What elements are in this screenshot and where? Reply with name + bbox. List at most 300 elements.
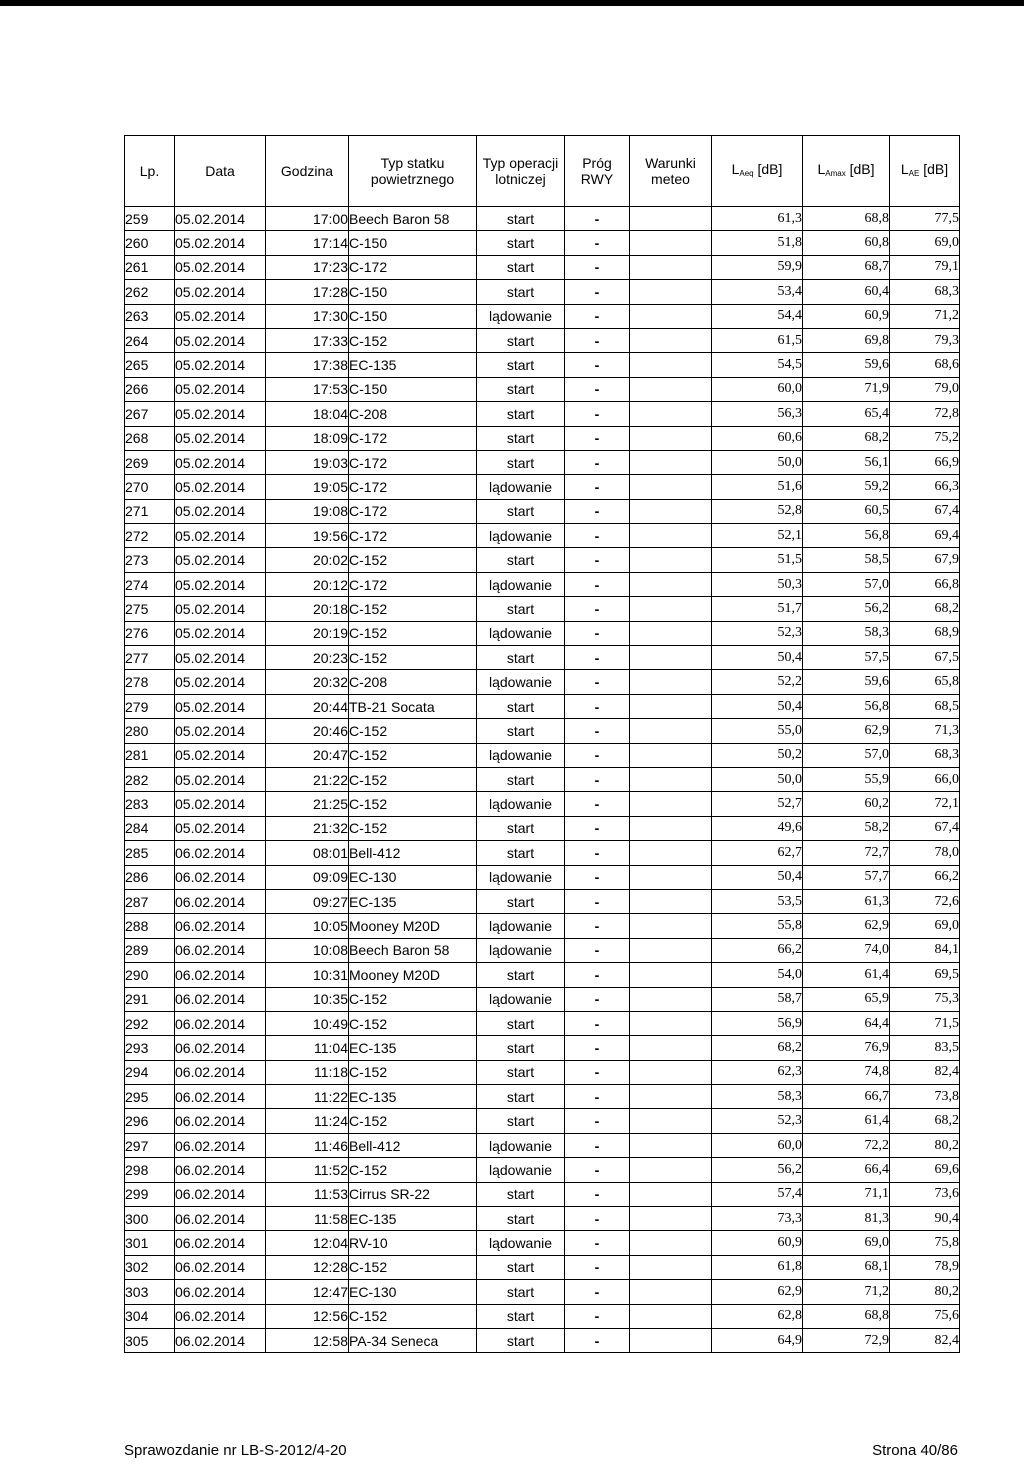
cell-operation-type: start (477, 694, 565, 718)
cell-date: 06.02.2014 (175, 963, 266, 987)
cell-lae: 67,9 (890, 548, 960, 572)
cell-weather (630, 1060, 712, 1084)
cell-lp: 275 (125, 597, 175, 621)
cell-time: 11:24 (266, 1109, 349, 1133)
cell-laeq: 59,9 (712, 255, 803, 279)
cell-lp: 298 (125, 1158, 175, 1182)
table-row (125, 1280, 960, 1304)
cell-lae: 72,8 (890, 402, 960, 426)
cell-time: 11:46 (266, 1133, 349, 1157)
cell-aircraft-type: Cirrus SR-22 (349, 1182, 477, 1206)
cell-date: 05.02.2014 (175, 719, 266, 743)
cell-lp: 272 (125, 524, 175, 548)
table-row (125, 841, 960, 865)
cell-lamax: 60,8 (803, 231, 890, 255)
cell-time: 17:00 (266, 207, 349, 231)
cell-operation-type: start (477, 450, 565, 474)
cell-runway-threshold: - (565, 743, 630, 767)
cell-date: 06.02.2014 (175, 1304, 266, 1328)
cell-lp: 286 (125, 865, 175, 889)
cell-operation-type: start (477, 1060, 565, 1084)
cell-operation-type: start (477, 1109, 565, 1133)
cell-laeq: 58,3 (712, 1085, 803, 1109)
cell-lp: 267 (125, 402, 175, 426)
cell-date: 05.02.2014 (175, 621, 266, 645)
cell-date: 05.02.2014 (175, 524, 266, 548)
cell-runway-threshold: - (565, 1231, 630, 1255)
cell-lamax: 68,7 (803, 255, 890, 279)
cell-time: 11:22 (266, 1085, 349, 1109)
cell-lamax: 55,9 (803, 767, 890, 791)
cell-lamax: 66,4 (803, 1158, 890, 1182)
cell-date: 05.02.2014 (175, 475, 266, 499)
cell-operation-type: lądowanie (477, 572, 565, 596)
cell-lae: 66,9 (890, 450, 960, 474)
cell-operation-type: start (477, 231, 565, 255)
table-row (125, 694, 960, 718)
cell-time: 09:27 (266, 889, 349, 913)
cell-lp: 265 (125, 353, 175, 377)
cell-weather (630, 938, 712, 962)
cell-lae: 75,2 (890, 426, 960, 450)
cell-runway-threshold: - (565, 548, 630, 572)
cell-weather (630, 987, 712, 1011)
cell-aircraft-type: C-152 (349, 1304, 477, 1328)
cell-operation-type: start (477, 280, 565, 304)
cell-time: 17:33 (266, 328, 349, 352)
cell-lamax: 60,4 (803, 280, 890, 304)
cell-aircraft-type: C-172 (349, 475, 477, 499)
cell-lae: 69,0 (890, 914, 960, 938)
cell-aircraft-type: EC-135 (349, 1085, 477, 1109)
table-row (125, 377, 960, 401)
cell-runway-threshold: - (565, 1304, 630, 1328)
cell-operation-type: start (477, 767, 565, 791)
cell-operation-type: start (477, 1304, 565, 1328)
cell-lae: 68,2 (890, 1109, 960, 1133)
cell-lamax: 61,3 (803, 889, 890, 913)
cell-laeq: 64,9 (712, 1328, 803, 1352)
cell-time: 17:38 (266, 353, 349, 377)
cell-time: 12:47 (266, 1280, 349, 1304)
cell-lae: 79,3 (890, 328, 960, 352)
cell-lae: 83,5 (890, 1036, 960, 1060)
cell-operation-type: start (477, 1328, 565, 1352)
cell-runway-threshold: - (565, 1207, 630, 1231)
cell-lp: 264 (125, 328, 175, 352)
cell-runway-threshold: - (565, 914, 630, 938)
table-row (125, 621, 960, 645)
header-lp: Lp. (125, 136, 175, 207)
cell-lp: 282 (125, 767, 175, 791)
cell-laeq: 55,8 (712, 914, 803, 938)
cell-operation-type: lądowanie (477, 475, 565, 499)
cell-lamax: 71,2 (803, 1280, 890, 1304)
cell-aircraft-type: C-208 (349, 402, 477, 426)
cell-weather (630, 402, 712, 426)
cell-lae: 66,0 (890, 767, 960, 791)
header-laeq-unit: [dB] (753, 160, 783, 177)
cell-lp: 259 (125, 207, 175, 231)
table-row (125, 328, 960, 352)
cell-lae: 72,1 (890, 792, 960, 816)
table-row (125, 1133, 960, 1157)
cell-runway-threshold: - (565, 963, 630, 987)
cell-lamax: 69,8 (803, 328, 890, 352)
table-row (125, 597, 960, 621)
cell-runway-threshold: - (565, 1011, 630, 1035)
cell-weather (630, 1255, 712, 1279)
table-row (125, 450, 960, 474)
cell-weather (630, 1133, 712, 1157)
cell-lae: 84,1 (890, 938, 960, 962)
cell-operation-type: start (477, 548, 565, 572)
table-row (125, 1182, 960, 1206)
cell-laeq: 52,8 (712, 499, 803, 523)
cell-weather (630, 304, 712, 328)
cell-lp: 269 (125, 450, 175, 474)
table-row (125, 499, 960, 523)
cell-laeq: 56,2 (712, 1158, 803, 1182)
cell-lae: 73,6 (890, 1182, 960, 1206)
cell-aircraft-type: C-152 (349, 1255, 477, 1279)
cell-lamax: 69,0 (803, 1231, 890, 1255)
cell-lamax: 58,3 (803, 621, 890, 645)
cell-lae: 79,0 (890, 377, 960, 401)
cell-weather (630, 1109, 712, 1133)
cell-lamax: 66,7 (803, 1085, 890, 1109)
cell-weather (630, 524, 712, 548)
cell-laeq: 73,3 (712, 1207, 803, 1231)
cell-aircraft-type: C-152 (349, 1011, 477, 1035)
cell-weather (630, 865, 712, 889)
table-row (125, 719, 960, 743)
cell-time: 10:31 (266, 963, 349, 987)
cell-runway-threshold: - (565, 353, 630, 377)
cell-date: 05.02.2014 (175, 353, 266, 377)
cell-date: 05.02.2014 (175, 767, 266, 791)
cell-laeq: 54,4 (712, 304, 803, 328)
cell-aircraft-type: C-152 (349, 597, 477, 621)
cell-weather (630, 231, 712, 255)
cell-date: 05.02.2014 (175, 670, 266, 694)
cell-operation-type: lądowanie (477, 524, 565, 548)
footer-report-number: Sprawozdanie nr LB-S-2012/4-20 (124, 1442, 347, 1459)
cell-laeq: 62,3 (712, 1060, 803, 1084)
cell-weather (630, 646, 712, 670)
cell-laeq: 50,4 (712, 694, 803, 718)
cell-weather (630, 1011, 712, 1035)
cell-date: 05.02.2014 (175, 426, 266, 450)
cell-operation-type: lądowanie (477, 304, 565, 328)
cell-lamax: 60,2 (803, 792, 890, 816)
header-laeq-main: L (731, 160, 740, 177)
cell-lp: 270 (125, 475, 175, 499)
table-row (125, 280, 960, 304)
cell-laeq: 62,9 (712, 1280, 803, 1304)
cell-date: 05.02.2014 (175, 694, 266, 718)
cell-lp: 293 (125, 1036, 175, 1060)
cell-runway-threshold: - (565, 670, 630, 694)
cell-time: 11:18 (266, 1060, 349, 1084)
cell-lamax: 71,9 (803, 377, 890, 401)
cell-date: 06.02.2014 (175, 1231, 266, 1255)
table-row (125, 402, 960, 426)
table-row (125, 353, 960, 377)
cell-runway-threshold: - (565, 865, 630, 889)
cell-runway-threshold: - (565, 1133, 630, 1157)
cell-weather (630, 572, 712, 596)
cell-weather (630, 694, 712, 718)
cell-operation-type: start (477, 255, 565, 279)
cell-weather (630, 1182, 712, 1206)
cell-operation-type: lądowanie (477, 987, 565, 1011)
table-row (125, 1231, 960, 1255)
cell-aircraft-type: PA-34 Seneca (349, 1328, 477, 1352)
cell-weather (630, 207, 712, 231)
cell-lae: 69,0 (890, 231, 960, 255)
cell-lp: 303 (125, 1280, 175, 1304)
cell-laeq: 60,6 (712, 426, 803, 450)
cell-aircraft-type: EC-130 (349, 1280, 477, 1304)
cell-lae: 68,9 (890, 621, 960, 645)
cell-runway-threshold: - (565, 1085, 630, 1109)
cell-weather (630, 1328, 712, 1352)
cell-aircraft-type: C-150 (349, 304, 477, 328)
cell-time: 21:25 (266, 792, 349, 816)
cell-laeq: 51,5 (712, 548, 803, 572)
cell-aircraft-type: EC-135 (349, 889, 477, 913)
table-row (125, 1255, 960, 1279)
cell-lamax: 59,6 (803, 670, 890, 694)
table-row (125, 987, 960, 1011)
cell-runway-threshold: - (565, 1280, 630, 1304)
table-row (125, 743, 960, 767)
cell-time: 18:04 (266, 402, 349, 426)
cell-runway-threshold: - (565, 1328, 630, 1352)
cell-lp: 277 (125, 646, 175, 670)
cell-aircraft-type: C-152 (349, 621, 477, 645)
cell-aircraft-type: C-172 (349, 524, 477, 548)
table-row (125, 426, 960, 450)
header-prog: Próg RWY (565, 136, 630, 207)
cell-aircraft-type: Bell-412 (349, 1133, 477, 1157)
cell-laeq: 54,0 (712, 963, 803, 987)
cell-lp: 279 (125, 694, 175, 718)
header-lamax (803, 136, 890, 207)
cell-weather (630, 597, 712, 621)
cell-date: 06.02.2014 (175, 914, 266, 938)
cell-aircraft-type: C-172 (349, 255, 477, 279)
table-row (125, 646, 960, 670)
cell-laeq: 68,2 (712, 1036, 803, 1060)
cell-operation-type: start (477, 816, 565, 840)
cell-date: 06.02.2014 (175, 1207, 266, 1231)
cell-lamax: 57,5 (803, 646, 890, 670)
cell-time: 11:53 (266, 1182, 349, 1206)
cell-weather (630, 353, 712, 377)
cell-lae: 66,3 (890, 475, 960, 499)
cell-aircraft-type: C-152 (349, 792, 477, 816)
table-row (125, 1036, 960, 1060)
table-row (125, 865, 960, 889)
cell-time: 17:30 (266, 304, 349, 328)
header-lae-main: L (900, 160, 909, 177)
cell-date: 05.02.2014 (175, 207, 266, 231)
cell-operation-type: start (477, 402, 565, 426)
cell-lamax: 65,9 (803, 987, 890, 1011)
cell-weather (630, 743, 712, 767)
cell-operation-type: lądowanie (477, 1231, 565, 1255)
cell-time: 12:28 (266, 1255, 349, 1279)
cell-operation-type: lądowanie (477, 621, 565, 645)
cell-lae: 68,2 (890, 597, 960, 621)
cell-lamax: 60,5 (803, 499, 890, 523)
table-row (125, 914, 960, 938)
table-row (125, 255, 960, 279)
cell-lp: 290 (125, 963, 175, 987)
cell-operation-type: lądowanie (477, 1158, 565, 1182)
cell-lae: 80,2 (890, 1133, 960, 1157)
cell-lp: 266 (125, 377, 175, 401)
cell-laeq: 62,8 (712, 1304, 803, 1328)
cell-lamax: 74,8 (803, 1060, 890, 1084)
cell-lp: 260 (125, 231, 175, 255)
cell-aircraft-type: C-172 (349, 499, 477, 523)
cell-aircraft-type: C-172 (349, 450, 477, 474)
cell-lae: 75,8 (890, 1231, 960, 1255)
cell-time: 17:23 (266, 255, 349, 279)
cell-runway-threshold: - (565, 1109, 630, 1133)
cell-aircraft-type: C-152 (349, 767, 477, 791)
cell-laeq: 52,3 (712, 621, 803, 645)
cell-laeq: 52,2 (712, 670, 803, 694)
cell-operation-type: start (477, 1207, 565, 1231)
table-row (125, 304, 960, 328)
cell-time: 19:05 (266, 475, 349, 499)
table-row (125, 572, 960, 596)
cell-operation-type: start (477, 597, 565, 621)
cell-time: 17:53 (266, 377, 349, 401)
cell-lamax: 71,1 (803, 1182, 890, 1206)
cell-runway-threshold: - (565, 694, 630, 718)
cell-lae: 78,9 (890, 1255, 960, 1279)
cell-weather (630, 670, 712, 694)
cell-weather (630, 767, 712, 791)
cell-aircraft-type: C-152 (349, 646, 477, 670)
cell-date: 05.02.2014 (175, 255, 266, 279)
cell-time: 12:04 (266, 1231, 349, 1255)
cell-runway-threshold: - (565, 255, 630, 279)
cell-date: 06.02.2014 (175, 1133, 266, 1157)
cell-time: 12:56 (266, 1304, 349, 1328)
cell-aircraft-type: C-152 (349, 328, 477, 352)
cell-lp: 273 (125, 548, 175, 572)
cell-date: 06.02.2014 (175, 1328, 266, 1352)
cell-laeq: 58,7 (712, 987, 803, 1011)
cell-date: 05.02.2014 (175, 572, 266, 596)
cell-runway-threshold: - (565, 719, 630, 743)
cell-time: 08:01 (266, 841, 349, 865)
cell-aircraft-type: C-152 (349, 719, 477, 743)
cell-aircraft-type: C-208 (349, 670, 477, 694)
cell-operation-type: start (477, 1255, 565, 1279)
cell-lae: 69,6 (890, 1158, 960, 1182)
cell-lae: 75,3 (890, 987, 960, 1011)
cell-lp: 261 (125, 255, 175, 279)
cell-operation-type: start (477, 889, 565, 913)
cell-lp: 291 (125, 987, 175, 1011)
cell-lamax: 65,4 (803, 402, 890, 426)
cell-lamax: 57,0 (803, 572, 890, 596)
cell-lae: 73,8 (890, 1085, 960, 1109)
table-row (125, 1158, 960, 1182)
cell-date: 05.02.2014 (175, 816, 266, 840)
top-rule (0, 0, 1024, 6)
cell-date: 06.02.2014 (175, 841, 266, 865)
cell-lamax: 57,7 (803, 865, 890, 889)
cell-runway-threshold: - (565, 597, 630, 621)
cell-time: 19:08 (266, 499, 349, 523)
cell-lamax: 68,1 (803, 1255, 890, 1279)
cell-laeq: 66,2 (712, 938, 803, 962)
cell-lae: 71,3 (890, 719, 960, 743)
cell-runway-threshold: - (565, 524, 630, 548)
table-row (125, 938, 960, 962)
header-lae (890, 136, 960, 207)
cell-runway-threshold: - (565, 207, 630, 231)
cell-aircraft-type: C-150 (349, 280, 477, 304)
table-row (125, 670, 960, 694)
cell-lp: 289 (125, 938, 175, 962)
cell-date: 06.02.2014 (175, 1158, 266, 1182)
cell-date: 05.02.2014 (175, 548, 266, 572)
cell-runway-threshold: - (565, 280, 630, 304)
cell-lamax: 64,4 (803, 1011, 890, 1035)
cell-runway-threshold: - (565, 377, 630, 401)
cell-weather (630, 255, 712, 279)
cell-date: 05.02.2014 (175, 499, 266, 523)
cell-weather (630, 280, 712, 304)
cell-lamax: 68,2 (803, 426, 890, 450)
cell-lae: 82,4 (890, 1328, 960, 1352)
header-typ-operacji: Typ operacji lotniczej (477, 136, 565, 207)
cell-time: 20:02 (266, 548, 349, 572)
cell-time: 20:12 (266, 572, 349, 596)
cell-lp: 294 (125, 1060, 175, 1084)
cell-runway-threshold: - (565, 328, 630, 352)
table-body (125, 207, 960, 1353)
cell-date: 05.02.2014 (175, 597, 266, 621)
cell-laeq: 50,4 (712, 865, 803, 889)
cell-lae: 66,8 (890, 572, 960, 596)
cell-lp: 274 (125, 572, 175, 596)
cell-weather (630, 1280, 712, 1304)
cell-aircraft-type: C-150 (349, 377, 477, 401)
cell-lamax: 68,8 (803, 207, 890, 231)
cell-lae: 77,5 (890, 207, 960, 231)
cell-laeq: 60,0 (712, 377, 803, 401)
table-row (125, 475, 960, 499)
cell-weather (630, 1231, 712, 1255)
cell-date: 05.02.2014 (175, 743, 266, 767)
cell-time: 20:47 (266, 743, 349, 767)
cell-runway-threshold: - (565, 987, 630, 1011)
cell-date: 05.02.2014 (175, 450, 266, 474)
cell-runway-threshold: - (565, 889, 630, 913)
cell-aircraft-type: Mooney M20D (349, 963, 477, 987)
cell-time: 19:03 (266, 450, 349, 474)
